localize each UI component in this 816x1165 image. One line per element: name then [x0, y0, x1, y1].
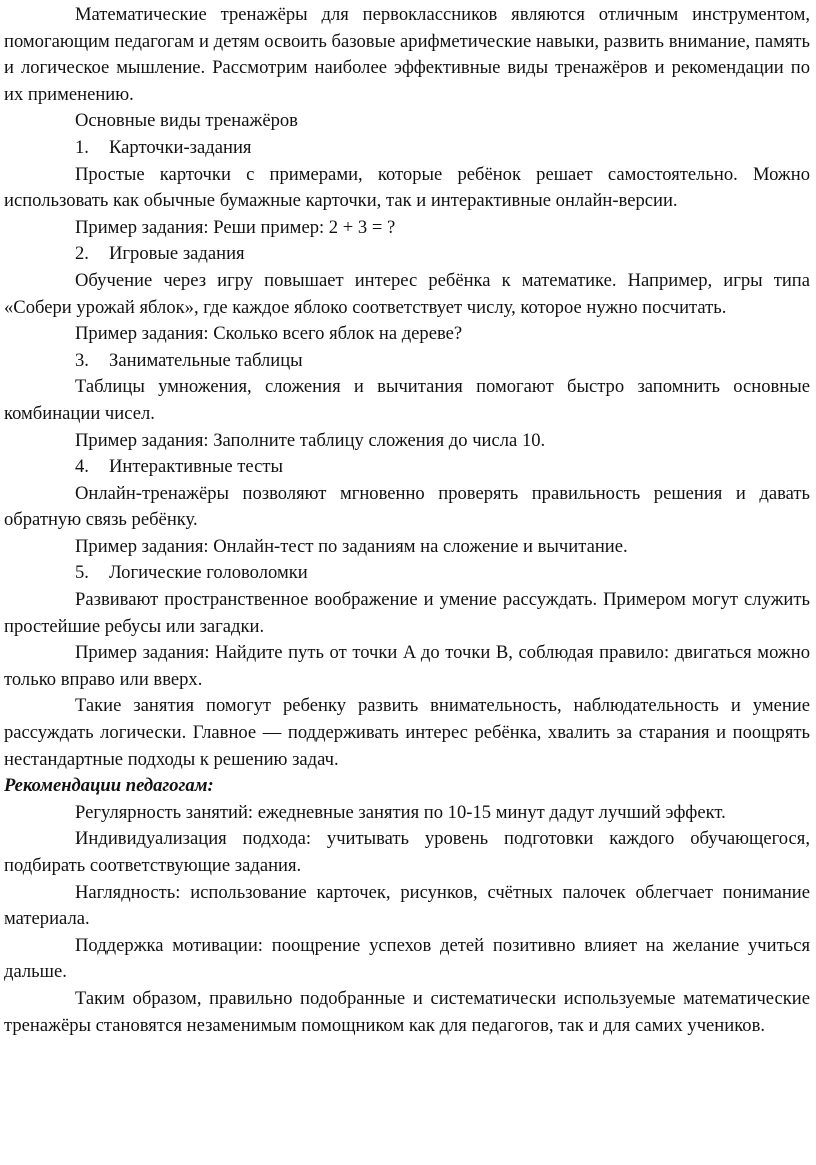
types-summary-paragraph: Такие занятия помогут ребенку развить внимательность, наблюдательность и умение рассуждать логически. Главное — поддерживать интерес ребёнка, хвалить за старания и поощрять нестандартные подходы к решению задач. [4, 695, 810, 770]
type-item-3 [4, 348, 810, 375]
type-description: Развивают пространственное воображение и умение рассуждать. Примером могут служить простейшие ребусы или загадки. [4, 589, 810, 637]
types-heading: Основные виды тренажёров [75, 110, 298, 132]
type-title: Интерактивные тесты [109, 456, 284, 478]
type-item-2 [4, 241, 810, 268]
type-example: Пример задания: Заполните таблицу сложения до числа 10. [75, 429, 546, 451]
conclusion-paragraph: Таким образом, правильно подобранные и систематически используемые математические тренажёры становятся незаменимым помощником как для педагогов, так и для самих учеников. [4, 987, 810, 1036]
type-title: Логические головоломки [109, 562, 308, 584]
type-description: Обучение через игру повышает интерес ребёнка к математике. Например, игры типа «Собери урожай яблок», где каждое яблоко соответствует числу, которое нужно посчитать. [4, 269, 810, 318]
type-example: Пример задания: Онлайн-тест по заданиям на сложение и вычитание. [75, 535, 628, 557]
type-item-4 [4, 454, 810, 481]
type-description: Простые карточки с примерами, которые ребёнок решает самостоятельно. Можно использовать как обычные бумажные карточки, так и интерактивные онлайн-версии. [4, 163, 810, 212]
type-title: Карточки-задания [109, 136, 252, 158]
type-description: Онлайн-тренажёры позволяют мгновенно проверять правильность решения и давать обратную связь ребёнку. [4, 482, 810, 531]
recommendations-heading: Рекомендации педагогам: [4, 775, 214, 797]
type-item-1 [4, 135, 810, 162]
type-number: 3. [75, 349, 89, 371]
type-title: Занимательные таблицы [109, 349, 303, 371]
type-number: 4. [75, 456, 89, 478]
intro-paragraph: Математические тренажёры для первоклассников являются отличным инструментом, помогающим педагогам и детям освоить базовые арифметические навыки, развить внимание, память и логическое мышление. Рассмотрим наиболее эффективные виды тренажёров и рекомендации по их применению. [4, 4, 810, 105]
type-example: Пример задания: Найдите путь от точки A до точки B, соблюдая правило: двигаться можно только вправо или вверх. [4, 642, 810, 690]
type-description: Таблицы умножения, сложения и вычитания помогают быстро запомнить основные комбинации чисел. [4, 376, 810, 424]
type-title: Игровые задания [109, 243, 245, 265]
recommendation-item: Наглядность: использование карточек, рисунков, счётных палочек облегчает понимание материала. [4, 881, 810, 930]
type-number: 1. [75, 136, 89, 158]
recommendation-item: Индивидуализация подхода: учитывать уровень подготовки каждого обучающегося, подбирать соответствующие задания. [4, 828, 810, 876]
type-example: Пример задания: Реши пример: 2 + 3 = ? [75, 216, 396, 238]
type-number: 2. [75, 243, 89, 265]
recommendation-item: Регулярность занятий: ежедневные занятия по 10-15 минут дадут лучший эффект. [75, 801, 726, 823]
type-example: Пример задания: Сколько всего яблок на дереве? [75, 323, 463, 345]
recommendation-item: Поддержка мотивации: поощрение успехов детей позитивно влияет на желание учиться дальше. [4, 934, 810, 983]
type-number: 5. [75, 562, 89, 584]
type-item-5 [4, 560, 810, 587]
